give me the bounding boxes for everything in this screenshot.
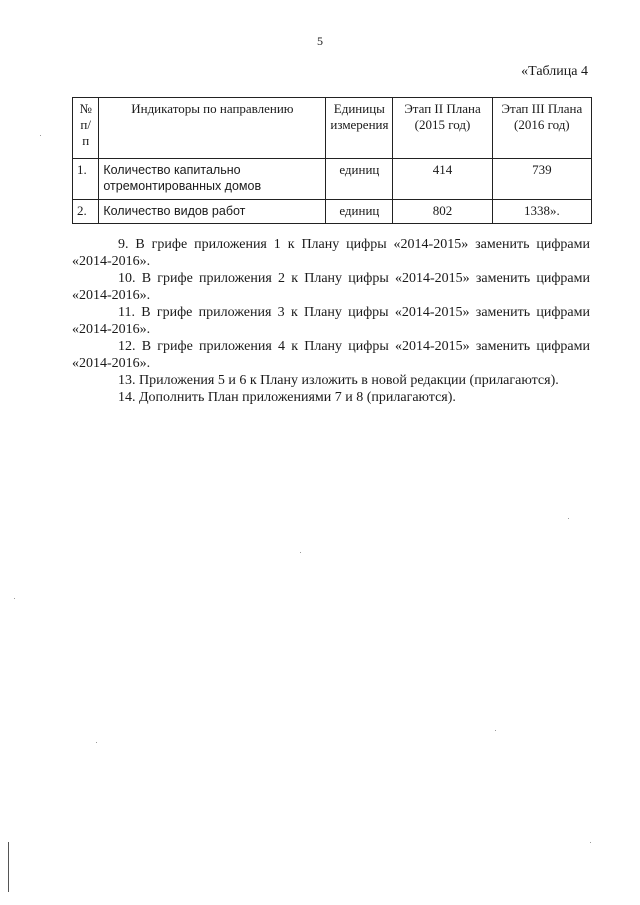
row-number: 1. (73, 159, 99, 200)
row-stage-2-value: 414 (393, 159, 492, 200)
header-number: № п/п (73, 98, 99, 159)
row-stage-2-value: 802 (393, 200, 492, 224)
header-indicator: Индикаторы по направлению (99, 98, 326, 159)
scan-speck (40, 135, 41, 136)
paragraph-10: 10. В грифе приложения 2 к Плану цифры «2014-2015» заменить цифрами «2014-2016». (72, 271, 590, 303)
row-indicator: Количество видов работ (99, 200, 326, 224)
scan-speck (495, 730, 496, 731)
header-unit: Единицы измерения (326, 98, 393, 159)
scan-speck (96, 742, 97, 743)
row-unit: единиц (326, 200, 393, 224)
amendments-text (72, 236, 590, 406)
row-indicator: Количество капитально отремонтированных домов (99, 159, 326, 200)
paragraph-9: 9. В грифе приложения 1 к Плану цифры «2014-2015» заменить цифрами «2014-2016». (72, 237, 590, 269)
header-stage-3: Этап III Плана (2016 год) (492, 98, 591, 159)
paragraph-12: 12. В грифе приложения 4 к Плану цифры «2014-2015» заменить цифрами «2014-2016». (72, 339, 590, 371)
scan-speck (568, 518, 569, 519)
page-number: 5 (317, 34, 323, 48)
scan-speck (14, 598, 15, 599)
table-caption: «Таблица 4 (521, 64, 588, 79)
paragraph-14: 14. Дополнить План приложениями 7 и 8 (прилагаются). (118, 390, 456, 405)
paragraph-11: 11. В грифе приложения 3 к Плану цифры «2014-2015» заменить цифрами «2014-2016». (72, 305, 590, 337)
header-stage-2: Этап II Плана (2015 год) (393, 98, 492, 159)
row-unit: единиц (326, 159, 393, 200)
indicators-table (72, 97, 592, 224)
scan-margin-line (8, 842, 9, 892)
table-row (73, 200, 592, 224)
row-stage-3-value: 1338». (492, 200, 591, 224)
table-header-row (73, 98, 592, 159)
scan-speck (590, 842, 591, 843)
scan-speck (300, 552, 301, 553)
row-stage-3-value: 739 (492, 159, 591, 200)
table-row (73, 159, 592, 200)
paragraph-13: 13. Приложения 5 и 6 к Плану изложить в новой редакции (прилагаются). (118, 373, 559, 388)
row-number: 2. (73, 200, 99, 224)
